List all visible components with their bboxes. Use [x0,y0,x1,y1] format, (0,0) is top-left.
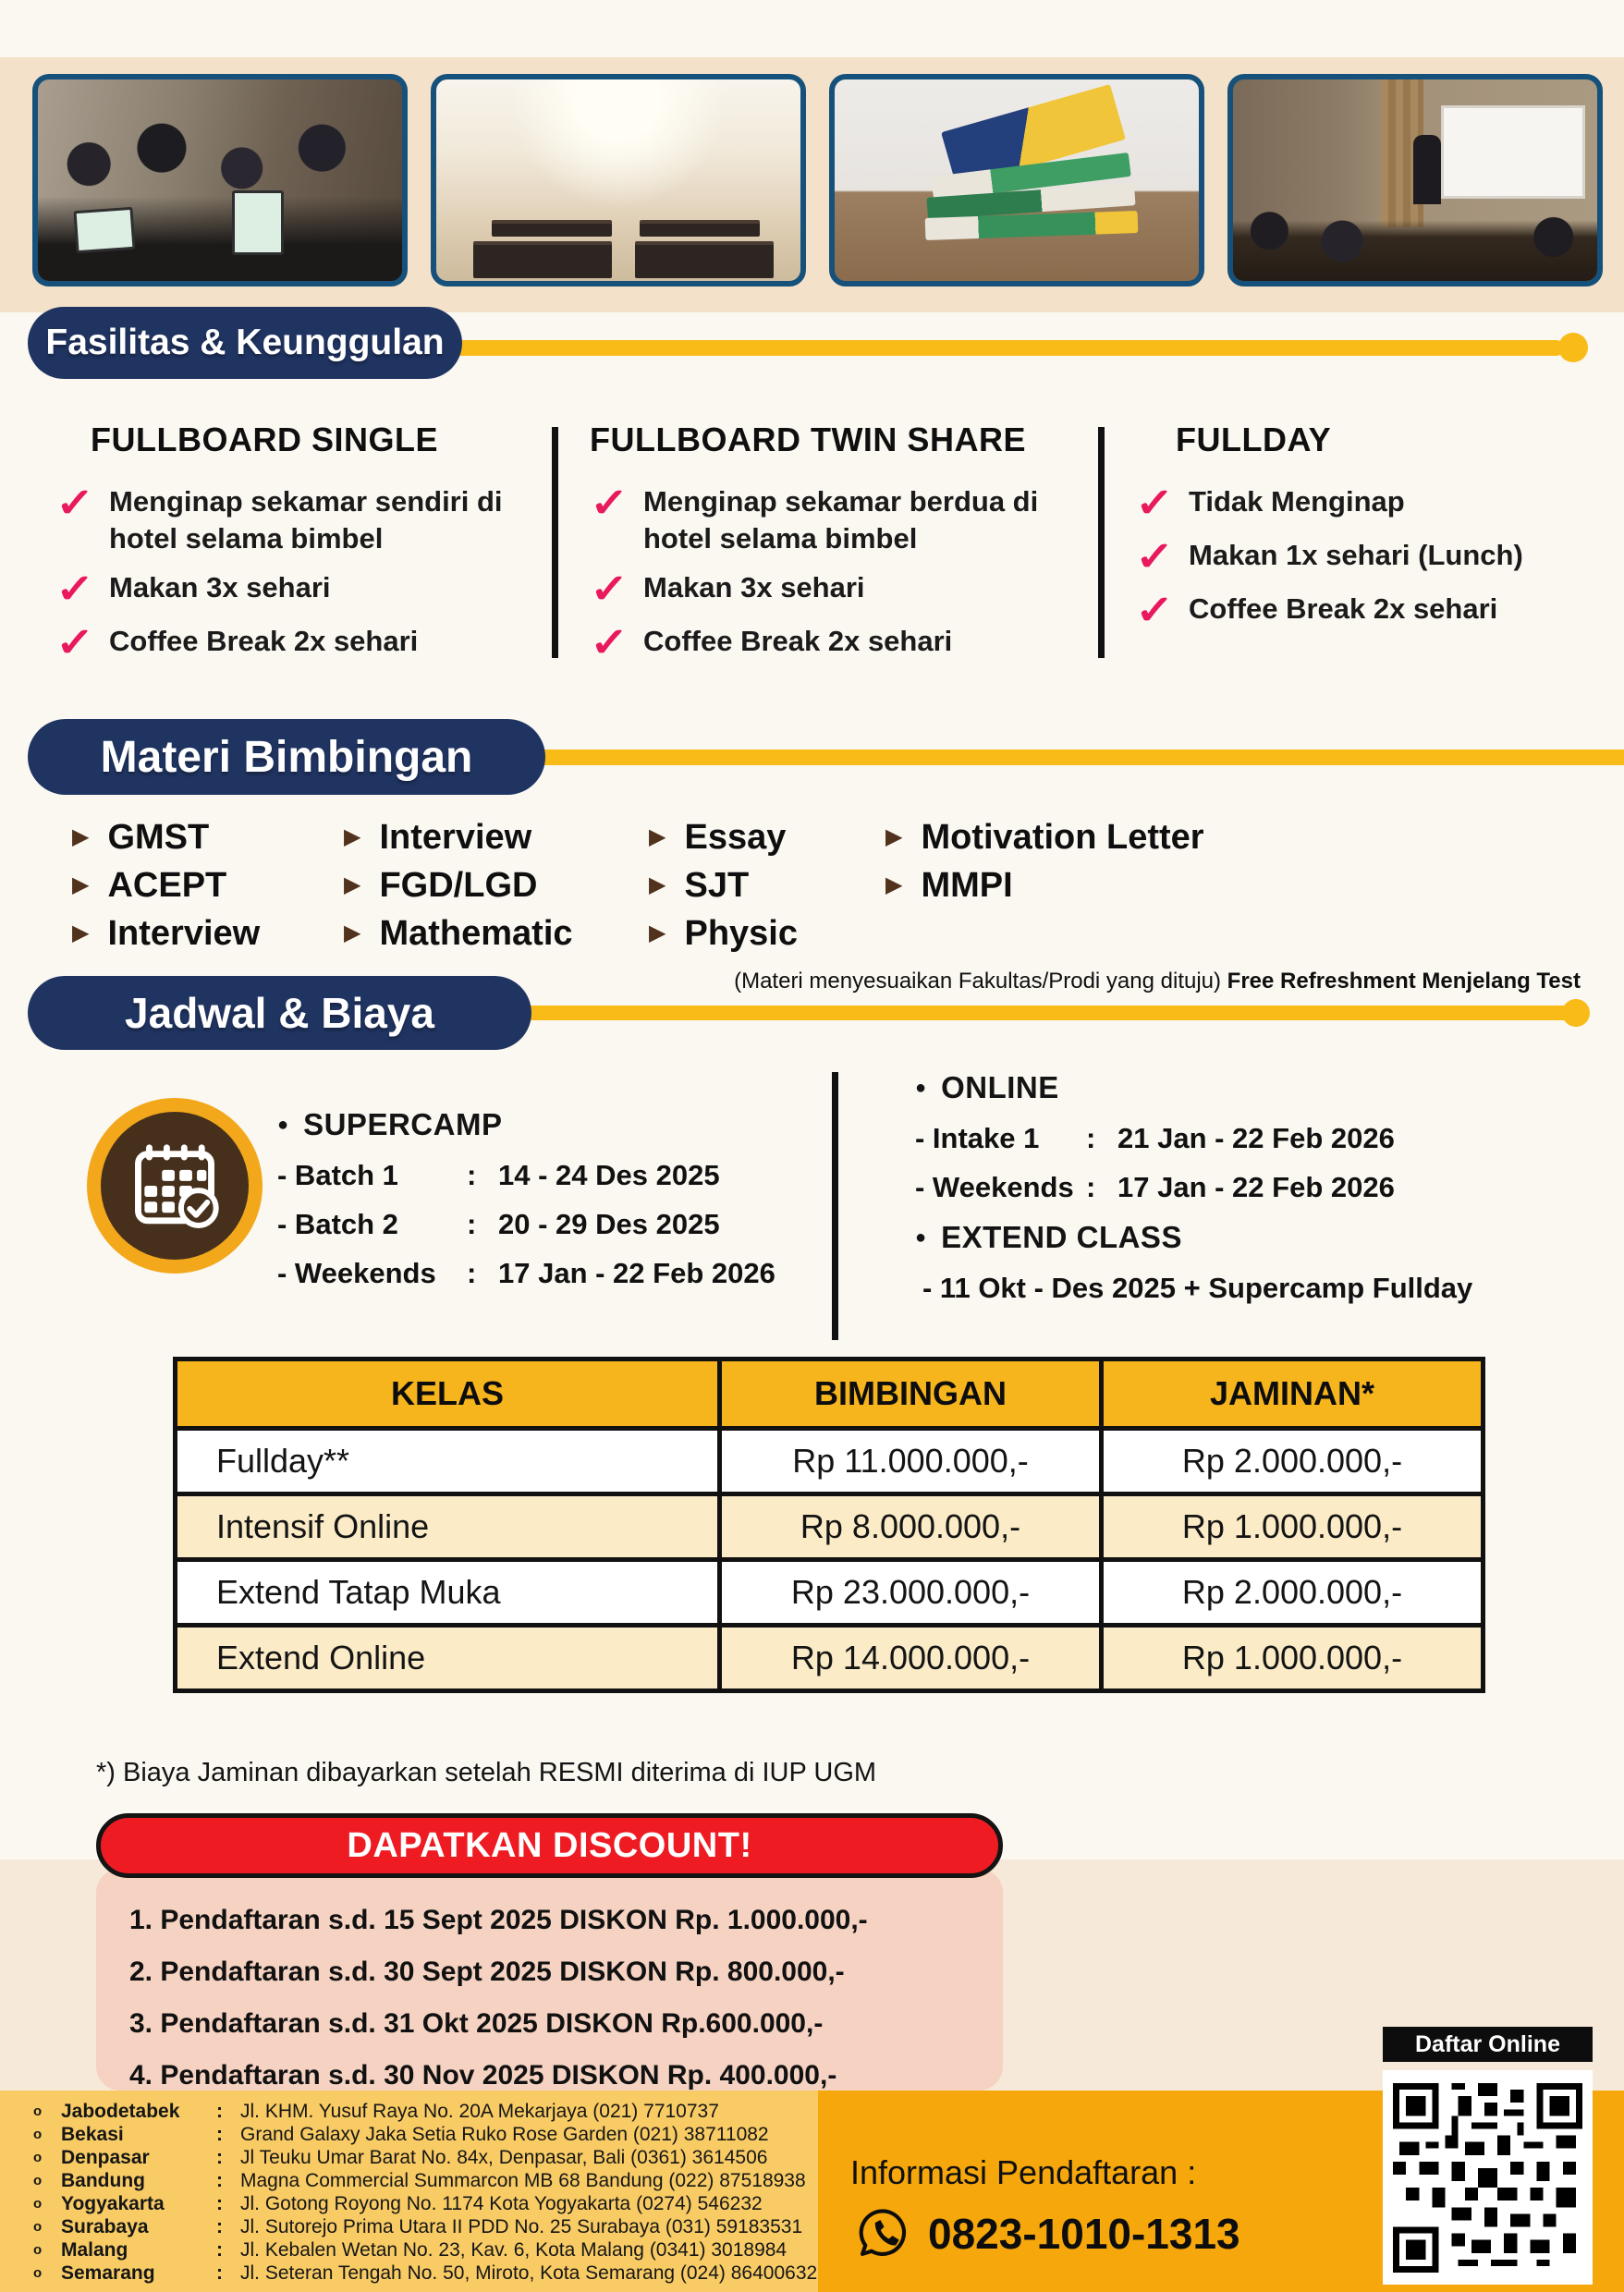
materi-item [885,813,1204,861]
fasilitas-column-fullboard-twin [590,421,1080,677]
facility-item [55,620,547,666]
table-row [176,1626,1484,1691]
photo-classroom-students [32,74,408,286]
facility-item [1135,588,1597,633]
note-regular: (Materi menyesuaikan Fakultas/Prodi yang dituju) [734,969,1227,994]
info-pendaftaran-label: Informasi Pendaftaran : [850,2153,1197,2191]
facility-text: Tidak Menginap [1189,485,1405,518]
check-icon: ✓ [590,620,629,666]
schedule-group-header [915,1220,1581,1255]
city: Semarang [61,2262,155,2284]
laptop-icon [232,190,284,255]
discount-amount: DISKON Rp. 800.000,- [559,1957,845,1987]
schedule-row [277,1257,813,1290]
photo-module-books [829,74,1204,286]
cell-bimbingan: Rp 11.000.000,- [720,1429,1102,1494]
section-title-materi [28,719,545,795]
address-row [28,2100,813,2123]
schedule-label: - Batch 1 [277,1159,398,1191]
address: Jl Teuku Umar Barat No. 84x, Denpasar, Bali (0361) 3614506 [240,2146,768,2168]
schedule-value-bold: Supercamp Fullday [1208,1272,1473,1304]
photo-band [0,57,1624,312]
check-icon: ✓ [55,620,95,666]
dot-bullet-icon: ● [915,1226,927,1248]
schedule-online [915,1070,1581,1305]
city: Bandung [61,2169,145,2191]
cell-jaminan: Rp 1.000.000,- [1102,1626,1484,1691]
address-row [28,2169,813,2192]
check-icon: ✓ [55,481,95,526]
cell-jaminan: Rp 2.000.000,- [1102,1560,1484,1626]
colon: : [216,2123,223,2145]
check-icon: ✓ [1135,588,1175,633]
schedule-row [922,1272,1581,1305]
column-divider [552,427,558,658]
column-title: FULLDAY [1176,421,1332,458]
materi-text: FGD/LGD [379,865,538,905]
triangle-bullet-icon: ▶ [72,920,90,945]
facility-text: Makan 3x sehari [643,571,865,604]
whatsapp-icon[interactable] [854,2205,911,2262]
triangle-bullet-icon: ▶ [649,872,666,897]
schedule-value-prefix: - 11 Okt - Des 2025 + [922,1272,1209,1304]
city-marker-icon: o [33,2173,43,2188]
discount-list [129,1895,989,2102]
desk-row [640,220,760,237]
schedule-colon: : [1086,1122,1096,1154]
city-marker-icon: o [33,2196,43,2212]
triangle-bullet-icon: ▶ [885,872,903,897]
triangle-bullet-icon: ▶ [72,824,90,849]
discount-text: 1. Pendaftaran s.d. 15 Sept 2025 [129,1905,560,1935]
dot-bullet-icon: ● [915,1077,927,1098]
materi-item [344,909,573,957]
facility-text: Coffee Break 2x sehari [643,625,953,658]
column-header-kelas: KELAS [176,1359,720,1429]
colon: : [216,2192,223,2214]
materi-item [344,861,573,909]
table-row [176,1560,1484,1626]
table-row [176,1494,1484,1560]
facility-text: Coffee Break 2x sehari [109,625,419,658]
triangle-bullet-icon: ▶ [885,824,903,849]
calendar-glyph [124,1135,226,1237]
address: Grand Galaxy Jaka Setia Ruko Rose Garden (021) 38711082 [240,2123,769,2145]
schedule-group-header [915,1070,1581,1105]
address-row [28,2146,813,2169]
materi-item [649,813,798,861]
city-marker-icon: o [33,2242,43,2258]
discount-item [129,1946,989,1998]
fasilitas-column-fullboard-single [55,421,547,677]
address-row [28,2192,813,2215]
schedule-label: - Batch 2 [277,1208,398,1240]
city-marker-icon: o [33,2127,43,2142]
address-row [28,2215,813,2238]
materi-column [649,813,798,957]
address: Magna Commercial Summarcon MB 68 Bandung (022) 87518938 [240,2169,806,2191]
materi-text: MMPI [921,865,1013,905]
desk-row [473,241,612,278]
schedule-value: 20 - 29 Des 2025 [498,1208,720,1240]
materi-text: Mathematic [379,913,573,953]
city: Yogyakarta [61,2192,165,2214]
facility-item [590,620,1080,666]
materi-item [344,813,573,861]
materi-item [72,813,260,861]
cell-bimbingan: Rp 8.000.000,- [720,1494,1102,1560]
schedule-group-title: SUPERCAMP [303,1107,503,1141]
address-row [28,2262,818,2285]
photo-discussion-class [1227,74,1603,286]
discount-item [129,1895,989,1946]
column-title: FULLBOARD TWIN SHARE [590,421,1026,458]
section-title-text: Fasilitas & Keunggulan [45,323,445,362]
materi-text: GMST [107,817,210,857]
qr-code-glyph [1393,2083,1582,2273]
note-bold: Free Refreshment Menjelang Test [1227,969,1581,994]
cell-bimbingan: Rp 14.000.000,- [720,1626,1102,1691]
daftar-online-label[interactable] [1383,2027,1593,2062]
schedule-row [277,1208,813,1241]
colon: : [216,2100,223,2122]
discount-amount: DISKON Rp. 400.000,- [551,2060,837,2091]
calendar-icon-inner [101,1112,249,1260]
materi-item [72,861,260,909]
city: Bekasi [61,2123,124,2145]
city-marker-icon: o [33,2219,43,2235]
schedule-label: - Intake 1 [915,1122,1040,1154]
section-title-text: Jadwal & Biaya [125,989,434,1037]
triangle-bullet-icon: ▶ [649,920,666,945]
facility-text: Menginap sekamar berdua di hotel selama bimbel [643,485,1039,555]
triangle-bullet-icon: ▶ [344,872,361,897]
schedule-colon: : [467,1159,477,1191]
schedule-colon: : [467,1208,477,1240]
discount-amount: DISKON Rp.600.000,- [545,2008,824,2039]
section-title-jadwal [28,976,531,1050]
cell-bimbingan: Rp 23.000.000,- [720,1560,1102,1626]
facility-text: Coffee Break 2x sehari [1189,592,1498,625]
schedule-value: 21 Jan - 22 Feb 2026 [1117,1122,1395,1154]
schedule-value: 14 - 24 Des 2025 [498,1159,720,1191]
cell-kelas: Fullday** [176,1429,720,1494]
facility-text: Makan 3x sehari [109,571,331,604]
section-divider-line [444,340,1564,356]
discount-text: 3. Pendaftaran s.d. 31 Okt 2025 [129,2008,546,2039]
address: Jl. Kebalen Wetan No. 23, Kav. 6, Kota Malang (0341) 3018984 [240,2238,788,2261]
discount-banner [96,1813,1003,1878]
city: Denpasar [61,2146,150,2168]
qr-code[interactable] [1383,2070,1593,2285]
phone-row [854,2205,1240,2262]
triangle-bullet-icon: ▶ [72,872,90,897]
address-row [28,2238,813,2262]
facility-text: Makan 1x sehari (Lunch) [1189,539,1523,571]
branch-address-list [28,2100,818,2285]
facility-item [590,483,1080,556]
fasilitas-column-fullday [1135,421,1597,644]
facility-item [55,567,547,613]
participants-silhouette [1233,177,1597,281]
materi-note [555,969,1581,994]
table-header-row [176,1359,1484,1429]
materi-text: SJT [684,865,750,905]
section-divider-line [531,750,1624,765]
city: Surabaya [61,2215,149,2237]
discount-title: DAPATKAN DISCOUNT! [347,1825,752,1865]
schedule-colon: : [1086,1171,1096,1203]
daftar-online-text: Daftar Online [1415,2030,1560,2057]
materi-text: Interview [379,817,532,857]
photo-empty-classroom [431,74,806,286]
discount-amount: DISKON Rp. 1.000.000,- [559,1905,868,1935]
schedule-row [915,1122,1581,1155]
desk-row [492,220,612,237]
schedule-group-header [277,1107,813,1142]
check-icon: ✓ [1135,481,1175,526]
address: Jl. KHM. Yusuf Raya No. 20A Mekarjaya (021) 7710737 [240,2100,719,2122]
schedule-value: 17 Jan - 22 Feb 2026 [498,1257,775,1289]
cell-kelas: Extend Tatap Muka [176,1560,720,1626]
facility-item [1135,483,1597,524]
schedule-row [277,1159,813,1192]
materi-item [885,861,1204,909]
colon: : [216,2238,223,2261]
cell-kelas: Extend Online [176,1626,720,1691]
city-marker-icon: o [33,2150,43,2165]
facility-item [590,567,1080,613]
materi-column [72,813,260,957]
section-divider-dot [1562,999,1590,1027]
phone-number[interactable]: 0823-1010-1313 [928,2210,1240,2258]
check-icon: ✓ [55,567,95,613]
pricing-table [173,1357,1485,1693]
schedule-label: - Weekends [915,1171,1074,1203]
address: Jl. Sutorejo Prima Utara II PDD No. 25 Surabaya (031) 59183531 [240,2215,803,2237]
facility-item [55,483,547,556]
check-icon: ✓ [1135,534,1175,579]
schedule-divider [832,1072,838,1340]
colon: : [216,2262,223,2284]
colon: : [216,2169,223,2191]
schedule-label: - Weekends [277,1257,436,1289]
materi-item [649,861,798,909]
section-divider-dot [1558,333,1588,362]
city: Jabodetabek [61,2100,180,2122]
jaminan-footnote: *) Biaya Jaminan dibayarkan setelah RESMI diterima di IUP UGM [96,1758,877,1787]
colon: : [216,2146,223,2168]
section-title-fasilitas [28,307,462,379]
materi-text: Motivation Letter [921,817,1204,857]
column-header-jaminan: JAMINAN* [1102,1359,1484,1429]
cell-kelas: Intensif Online [176,1494,720,1560]
section-title-text: Materi Bimbingan [100,732,473,782]
city-marker-icon: o [33,2265,43,2281]
city-marker-icon: o [33,2103,43,2119]
materi-column [885,813,1204,909]
materi-text: Essay [684,817,787,857]
dot-bullet-icon: ● [277,1114,289,1135]
city: Malang [61,2238,128,2261]
check-icon: ✓ [590,567,629,613]
triangle-bullet-icon: ▶ [649,824,666,849]
address: Jl. Gotong Royong No. 1174 Kota Yogyakarta (0274) 546232 [240,2192,763,2214]
check-icon: ✓ [590,481,629,526]
laptop-icon [73,207,135,253]
schedule-group-title: ONLINE [941,1070,1059,1104]
discount-text: 2. Pendaftaran s.d. 30 Sept 2025 [129,1957,560,1987]
schedule-group-title: EXTEND CLASS [941,1220,1182,1254]
facility-item [1135,534,1597,579]
discount-item [129,1998,989,2050]
discount-text: 4. Pendaftaran s.d. 30 Nov 2025 [129,2060,552,2091]
column-header-bimbingan: BIMBINGAN [720,1359,1102,1429]
schedule-colon: : [467,1257,477,1289]
materi-text: ACEPT [107,865,227,905]
schedule-supercamp [277,1107,813,1306]
schedule-row [915,1171,1581,1204]
cell-jaminan: Rp 1.000.000,- [1102,1494,1484,1560]
triangle-bullet-icon: ▶ [344,824,361,849]
table-row [176,1429,1484,1494]
calendar-icon [87,1098,263,1274]
materi-text: Physic [684,913,798,953]
facility-text: Menginap sekamar sendiri di hotel selama bimbel [109,485,503,555]
section-divider-line [513,1006,1571,1020]
column-title: FULLBOARD SINGLE [91,421,438,458]
materi-item [72,909,260,957]
triangle-bullet-icon: ▶ [344,920,361,945]
address: Jl. Seteran Tengah No. 50, Miroto, Kota Semarang (024) 86400632 [240,2262,818,2284]
colon: : [216,2215,223,2237]
column-divider [1098,427,1105,658]
schedule-value: 17 Jan - 22 Feb 2026 [1117,1171,1395,1203]
materi-column [344,813,573,957]
materi-text: Interview [107,913,261,953]
cell-jaminan: Rp 2.000.000,- [1102,1429,1484,1494]
address-row [28,2123,813,2146]
desk-row [635,241,774,278]
materi-item [649,909,798,957]
